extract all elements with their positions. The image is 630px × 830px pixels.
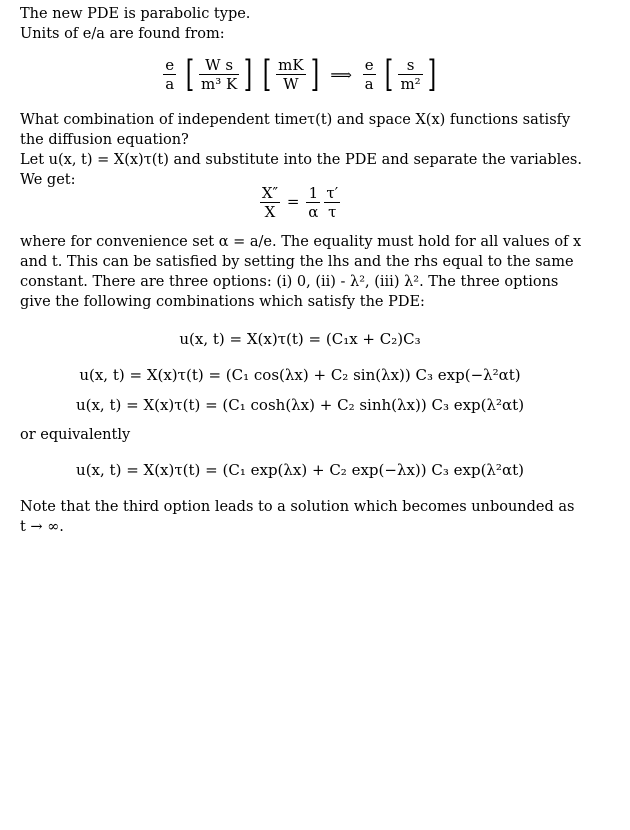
fraction-numerator: 1: [306, 184, 320, 203]
separation-equation: [20, 184, 580, 221]
fraction-denominator: a: [364, 75, 374, 93]
note-line-1: Note that the third option leads to a solution which becomes unbounded as: [20, 499, 575, 515]
right-bracket: ]: [427, 53, 436, 95]
equation-2: u(x, t) = X(x)τ(t) = (C₁ cos(λx) + C₂ sin(λx)) C₃ exp(−λ²αt): [79, 366, 521, 384]
fraction-numerator: mK: [278, 56, 304, 74]
fraction-denominator: α: [308, 203, 319, 221]
question-line-3: Let u(x, t) = X(x)τ(t) and substitute into the PDE and separate the variables.: [20, 152, 582, 168]
implies-arrow: ⟹: [330, 65, 352, 84]
fraction-numerator: τ′: [326, 184, 339, 202]
left-bracket: [: [185, 53, 195, 95]
question-line-2: the diffusion equation?: [20, 132, 189, 148]
equation-1: u(x, t) = X(x)τ(t) = (C₁x + C₂)C₃: [179, 330, 421, 348]
left-bracket: [: [262, 53, 272, 95]
right-bracket: ]: [310, 53, 319, 95]
question-line-1: What combination of independent timeτ(t) and space X(x) functions satisfy: [20, 112, 571, 128]
fraction-denominator: m³ K: [201, 75, 238, 93]
explain-line-1: where for convenience set α = a/e. The equality must hold for all values of x: [20, 234, 582, 250]
fraction-denominator: X: [264, 203, 276, 221]
one-over-alpha: [306, 184, 320, 221]
intro-line-2: Units of e/a are found from:: [20, 26, 225, 42]
fraction-numerator: W s: [199, 56, 239, 75]
fraction-denominator: τ: [328, 203, 337, 221]
left-bracket: [: [385, 53, 394, 95]
e-over-a-fraction-2: [363, 56, 376, 93]
question-line-4: We get:: [20, 172, 76, 188]
explain-line-4: give the following combinations which satisfy the PDE:: [20, 294, 425, 310]
note-line-2: t → ∞.: [20, 519, 64, 535]
note-paragraph: [20, 497, 580, 537]
x-second-over-x: [260, 184, 280, 221]
intro-line-1: The new PDE is parabolic type.: [20, 6, 251, 22]
tau-prime-over-tau: [324, 184, 340, 221]
right-bracket: ]: [244, 53, 253, 95]
e-over-a-fraction: [163, 56, 176, 93]
units-equation: [20, 53, 580, 95]
units-fraction-2: [276, 56, 305, 93]
equation-4: u(x, t) = X(x)τ(t) = (C₁ exp(λx) + C₂ exp(−λx)) C₃ exp(λ²αt): [76, 461, 524, 479]
fraction-numerator: X″: [261, 184, 279, 202]
fraction-numerator: s: [398, 56, 422, 75]
explain-line-3: constant. There are three options: (i) 0, (ii) - λ², (iii) λ². The three options: [20, 274, 559, 290]
fraction-denominator: m²: [400, 75, 421, 93]
fraction-numerator: e: [363, 56, 376, 75]
or-text: or equivalently: [20, 427, 131, 443]
units-fraction-3: [398, 56, 422, 93]
intro-paragraph: [20, 4, 580, 44]
question-paragraph: [20, 110, 580, 190]
equation-3: u(x, t) = X(x)τ(t) = (C₁ cosh(λx) + C₂ sinh(λx)) C₃ exp(λ²αt): [75, 396, 525, 414]
explain-line-2: and t. This can be satisfied by setting the lhs and the rhs equal to the same: [20, 254, 574, 270]
fraction-denominator: a: [165, 75, 175, 93]
fraction-numerator: e: [163, 56, 176, 75]
units-fraction-1: [199, 56, 239, 93]
fraction-denominator: W: [283, 75, 299, 93]
explanation-paragraph: [20, 232, 580, 312]
equals-sign: =: [286, 192, 300, 211]
